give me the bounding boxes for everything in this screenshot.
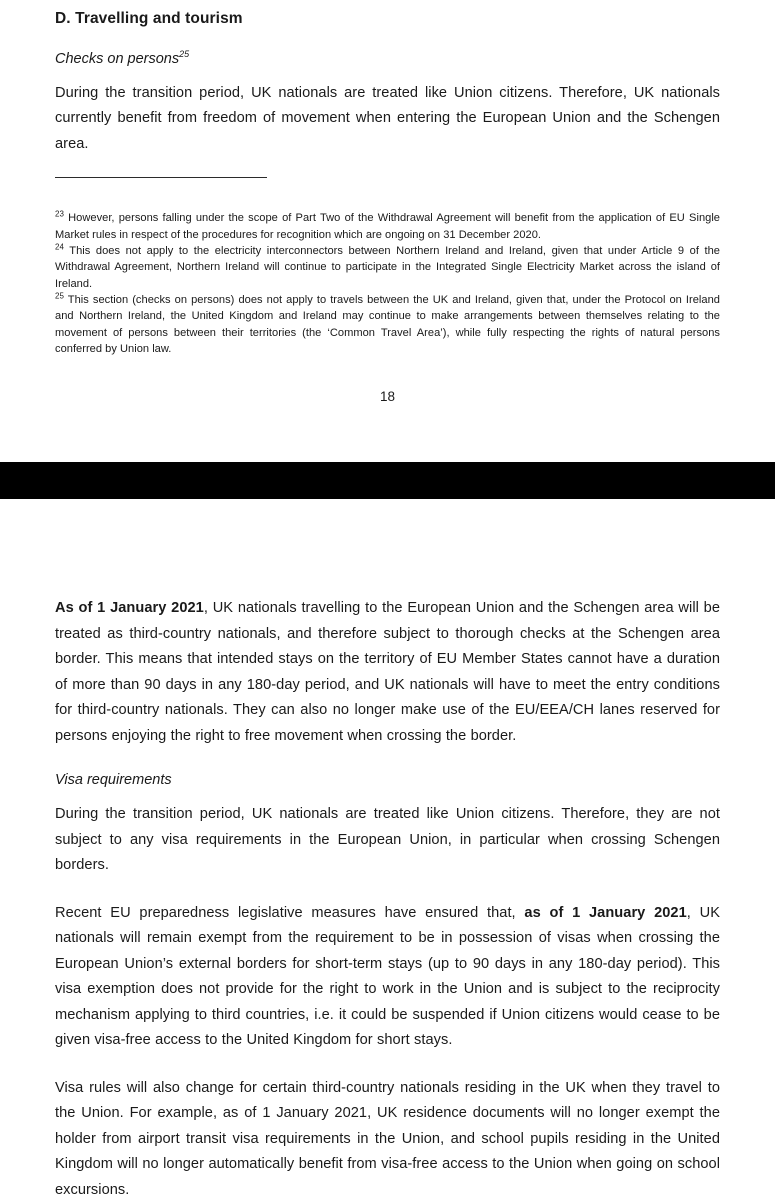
footnote-23	[55, 210, 720, 243]
footnote-25	[55, 292, 720, 357]
bold-lead-as-of-1-january-2021: As of 1 January 2021	[55, 600, 204, 616]
footnote-24	[55, 243, 720, 292]
footnote-25-marker: 25	[55, 291, 64, 301]
page-separator-band	[0, 462, 775, 499]
footnote-marker-25: 25	[179, 48, 190, 59]
page-number: 18	[379, 389, 396, 405]
paragraph-3-part-2: , UK nationals will remain exempt from the requirement to be in possession of visas when crossing the European Union’s external borders for short-term stays (up to 90 days in any 180-day period). This visa exemption does not provide for the right to work in the Union and is subject to the reciprocity mechanism applying to third countries, i.e. it could be suspended if Union citizens would cease to be given visa-free access to the United Kingdom for short stays.	[55, 904, 720, 1049]
paragraph-3-part-1: Recent EU preparedness legislative measures have ensured that,	[55, 904, 525, 921]
paragraph-1-rest: , UK nationals travelling to the European Union and the Schengen area will be treated as third-country nationals, and therefore subject to thorough checks at the Schengen area border. This means that intended stays on the territory of EU Member States cannot have a duration of more than 90 days in any 180-day period, and UK nationals will have to meet the entry conditions for third-country nationals. They can also no longer make use of the EU/EEA/CH lanes reserved for persons enjoying the right to free movement when crossing the border.	[55, 600, 720, 744]
footnote-block	[55, 210, 720, 357]
footnote-25-text: This section (checks on persons) does not apply to travels between the UK and Ireland, given that, under the Protocol on Ireland and Northern Ireland, the United Kingdom and Ireland may continue to make arrangements between themselves relating to the movement of persons between their territories (the ‘Common Travel Area’), while fully respecting the rights of natural persons conferred by Union law.	[55, 293, 720, 355]
paragraph-checks-on-persons: During the transition period, UK nationals are treated like Union citizens. Therefore, UK nationals currently benefit from freedom of movement when entering the European Union and the Schengen area.	[55, 84, 720, 152]
footnote-24-text: This does not apply to the electricity interconnectors between Northern Ireland and Ireland, given that under Article 9 of the Withdrawal Agreement, Northern Ireland will continue to participate in the Integrated Single Electricity Market across the island of Ireland.	[55, 245, 720, 290]
paragraph-visa-rules-change: Visa rules will also change for certain third-country nationals residing in the UK when they travel to the Union. For example, as of 1 January 2021, UK residence documents will no longer exempt the holder from airport transit visa requirements in the Union, and school pupils residing in the United Kingdom will no longer automatically benefit from visa-free access to the Union when going on school excursions.	[55, 1079, 720, 1198]
page-19-text-column	[55, 499, 720, 1203]
page-title: D. Travelling and tourism	[55, 10, 243, 27]
subheading-label: Checks on persons	[55, 50, 180, 67]
footnote-23-marker: 23	[55, 209, 64, 219]
subheading-checks-on-persons	[55, 48, 720, 68]
bold-as-of-1-january-2021: as of 1 January 2021	[524, 904, 687, 921]
subheading-visa-requirements: Visa requirements	[55, 772, 172, 788]
document-page-18	[0, 0, 775, 462]
document-page-19	[0, 499, 775, 1200]
paragraph-as-of-1-january-2021	[55, 596, 720, 749]
footnote-23-text: However, persons falling under the scope of Part Two of the Withdrawal Agreement will benefit from the application of EU Single Market rules in respect of the procedures for recognition which are ongoing on 31 December 2020.	[55, 212, 720, 241]
paragraph-eu-preparedness	[55, 901, 720, 1054]
page-18-text-column	[55, 0, 720, 404]
footnote-24-marker: 24	[55, 242, 64, 252]
paragraph-visa-transition-period: During the transition period, UK nationals are treated like Union citizens. Therefore, they are not subject to any visa requirements in the European Union, in particular when crossing Schengen borders.	[55, 806, 720, 874]
